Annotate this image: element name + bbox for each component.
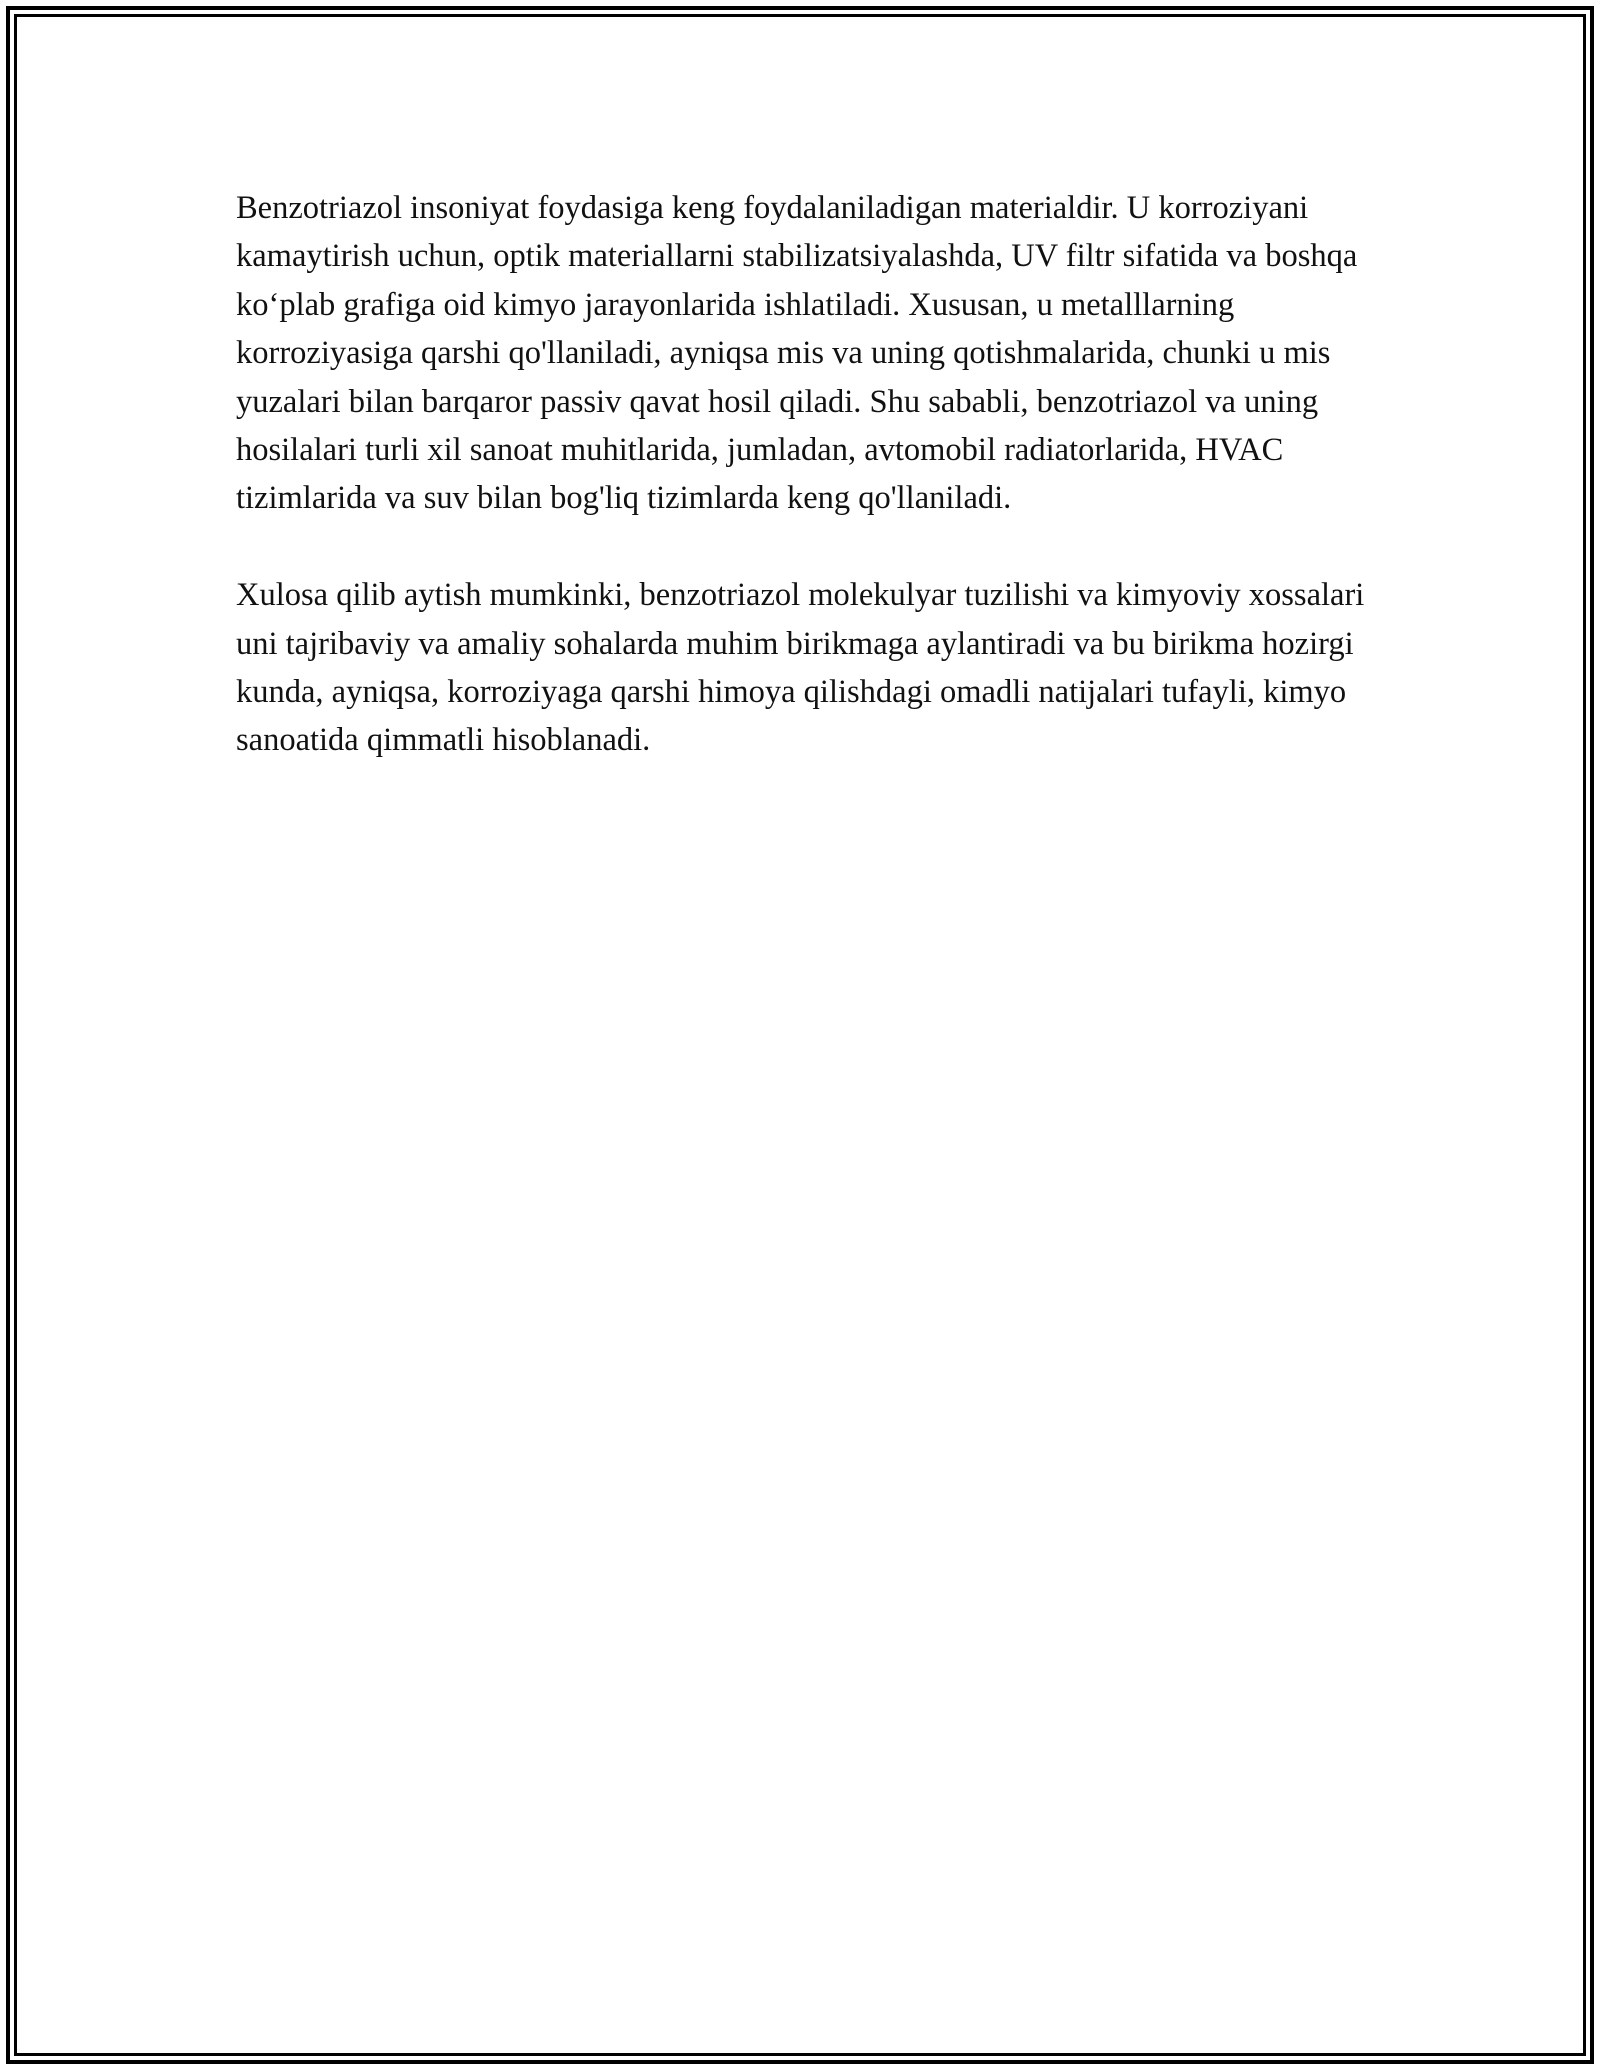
document-body [236,184,1396,813]
paragraph-benzotriazol-uses: Benzotriazol insoniyat foydasiga keng foydalaniladigan materialdir. U korroziyani kamaytirish uchun, optik materiallarni stabilizatsiyalashda, UV filtr sifatida va boshqa ko‘plab grafiga oid kimyo jarayonlarida ishlatiladi. Xususan, u metalllarning korroziyasiga qarshi qo'llaniladi, ayniqsa mis va uning qotishmalarida, chunki u mis yuzalari bilan barqaror passiv qavat hosil qiladi. Shu sababli, benzotriazol va uning hosilalari turli xil sanoat muhitlarida, jumladan, avtomobil radiatorlarida, HVAC tizimlarida va suv bilan bog'liq tizimlarda keng qo'llaniladi. [236,190,1358,517]
paragraph-conclusion: Xulosa qilib aytish mumkinki, benzotriazol molekulyar tuzilishi va kimyoviy xossalari uni tajribaviy va amaliy sohalarda muhim birikmaga aylantiradi va bu birikma hozirgi kunda, ayniqsa, korroziyaga qarshi himoya qilishdagi omadli natijalari tufayli, kimyo sanoatida qimmatli hisoblanadi. [236,577,1365,759]
